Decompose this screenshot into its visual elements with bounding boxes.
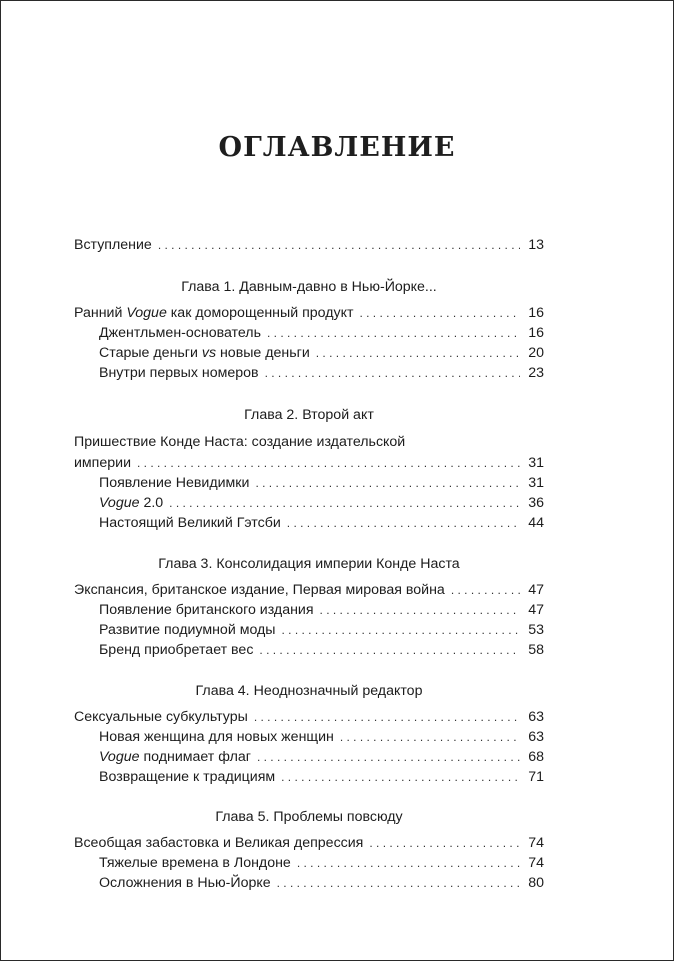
dot-leader: [254, 707, 520, 727]
toc-entry-main[interactable]: [74, 707, 544, 727]
toc-page-number: 31: [528, 475, 544, 491]
toc-entry-text: Джентльмен-основатель: [99, 325, 261, 341]
toc-entry-main[interactable]: [74, 580, 544, 600]
toc-entry-sub[interactable]: [99, 853, 544, 873]
chapter-heading: Глава 1. Давным-давно в Нью-Йорке...: [181, 279, 437, 295]
toc-entry-main-line1[interactable]: [74, 432, 544, 452]
toc-entry-sub[interactable]: [99, 767, 544, 787]
dot-leader: [169, 493, 520, 513]
toc-entry-intro[interactable]: [74, 235, 544, 255]
toc-page-number: 80: [528, 875, 544, 891]
chapter-heading: Глава 4. Неоднозначный редактор: [195, 683, 423, 699]
toc-entry-text: Старые деньги vs новые деньги: [99, 345, 310, 361]
toc-entry-sub[interactable]: [99, 747, 544, 767]
toc-entry-text: Vogue поднимает флаг: [99, 749, 251, 765]
toc-page-number: 63: [528, 709, 544, 725]
dot-leader: [255, 473, 520, 493]
dot-leader: [282, 620, 521, 640]
toc-entry-text: Новая женщина для новых женщин: [99, 729, 334, 745]
toc-page-number: 31: [528, 455, 544, 471]
toc-page-number: 20: [528, 345, 544, 361]
dot-leader: [277, 873, 520, 893]
toc-entry-sub[interactable]: [99, 363, 544, 383]
dot-leader: [369, 833, 520, 853]
toc-entry-sub[interactable]: [99, 600, 544, 620]
toc-page-number: 74: [528, 835, 544, 851]
toc-entry-text: империи: [74, 455, 131, 471]
toc-page-number: 74: [528, 855, 544, 871]
dot-leader: [267, 323, 520, 343]
dot-leader: [257, 747, 520, 767]
toc-entry-sub[interactable]: [99, 343, 544, 363]
dot-leader: [297, 853, 520, 873]
toc-entry-sub[interactable]: [99, 473, 544, 493]
toc-page-number: 47: [528, 602, 544, 618]
chapter-heading: Глава 3. Консолидация империи Конде Наста: [158, 556, 460, 572]
toc-entry-text: Бренд приобретает вес: [99, 642, 254, 658]
toc-entry-sub[interactable]: [99, 620, 544, 640]
dot-leader: [265, 363, 520, 383]
toc-entry-main[interactable]: [74, 833, 544, 853]
toc-page-number: 16: [528, 305, 544, 321]
toc-entry-sub[interactable]: [99, 873, 544, 893]
dot-leader: [137, 453, 520, 473]
toc-entry-text: Vogue 2.0: [99, 495, 164, 511]
toc-entry-text: Всеобщая забастовка и Великая депрессия: [74, 835, 364, 851]
toc-entry-main[interactable]: [74, 453, 544, 473]
toc-page-number: 13: [528, 237, 544, 253]
toc-page-number: 16: [528, 325, 544, 341]
toc-entry-sub[interactable]: [99, 323, 544, 343]
toc-page-number: 36: [528, 495, 544, 511]
dot-leader: [259, 640, 520, 660]
page-title: ОГЛАВЛЕНИЕ: [218, 132, 456, 163]
toc-entry-main[interactable]: [74, 303, 544, 323]
toc-entry-text: Настоящий Великий Гэтсби: [99, 515, 281, 531]
toc-entry-sub[interactable]: [99, 727, 544, 747]
dot-leader: [451, 580, 520, 600]
toc-page-number: 63: [528, 729, 544, 745]
toc-page-number: 44: [528, 515, 544, 531]
chapter-heading: Глава 5. Проблемы повсюду: [215, 809, 403, 825]
toc-entry-text: Вступление: [74, 237, 152, 253]
toc-entry-text: Развитие подиумной моды: [99, 622, 276, 638]
toc-entry-text: Пришествие Конде Наста: создание издательской: [74, 434, 406, 450]
toc-entry-text: Сексуальные субкультуры: [74, 709, 248, 725]
chapter-heading: Глава 2. Второй акт: [244, 407, 374, 423]
toc-entry-text: Ранний Vogue как доморощенный продукт: [74, 305, 354, 321]
dot-leader: [320, 600, 520, 620]
toc-page-number: 68: [528, 749, 544, 765]
toc-page-number: 71: [528, 769, 544, 785]
dot-leader: [281, 767, 520, 787]
toc-page-number: 47: [528, 582, 544, 598]
toc-entry-text: Экспансия, британское издание, Первая мировая война: [74, 582, 445, 598]
toc-page-number: 53: [528, 622, 544, 638]
dot-leader: [316, 343, 520, 363]
dot-leader: [158, 235, 520, 255]
dot-leader: [359, 303, 520, 323]
toc-entry-sub[interactable]: [99, 640, 544, 660]
dot-leader: [287, 513, 520, 533]
toc-page-number: 23: [528, 365, 544, 381]
toc-entry-text: Осложнения в Нью-Йорке: [99, 875, 271, 891]
toc-entry-text: Тяжелые времена в Лондоне: [99, 855, 291, 871]
toc-entry-text: Появление британского издания: [99, 602, 314, 618]
toc-entry-sub[interactable]: [99, 513, 544, 533]
toc-entry-sub[interactable]: [99, 493, 544, 513]
toc-entry-text: Возвращение к традициям: [99, 769, 276, 785]
toc-page-number: 58: [528, 642, 544, 658]
toc-entry-text: Появление Невидимки: [99, 475, 250, 491]
dot-leader: [340, 727, 520, 747]
toc-entry-text: Внутри первых номеров: [99, 365, 259, 381]
